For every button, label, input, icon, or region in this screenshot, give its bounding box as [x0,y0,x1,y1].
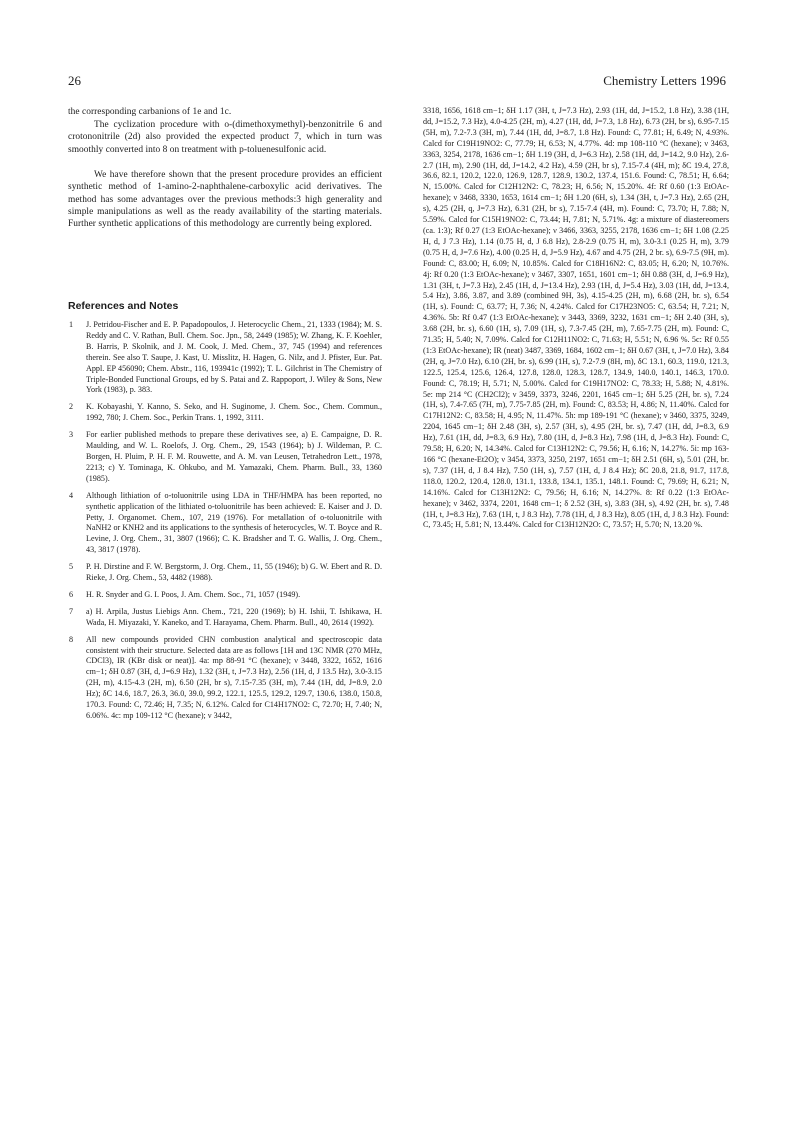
journal-title: Chemistry Letters 1996 [603,73,726,88]
reference-text: K. Kobayashi, Y. Kanno, S. Seko, and H. Suginome, J. Chem. Soc., Chem. Commun., 1992, 780; J. Chem. Soc., Perkin Trans. 1, 1992, 3111. [86,402,382,423]
references-heading: References and Notes [68,300,179,312]
reference-item [68,635,382,722]
reference-number: 4 [69,490,74,500]
reference-text: Although lithiation of o-toluonitrile using LDA in THF/HMPA has been reported, no synthetic application of the lithiated o-toluonitrile has been achieved: E. Kaiser and J. D. Petty, J. Organomet. Chem., 107, 219 (1976). For metallation of o-toluonitrile with NaNH2 or KNH2 and its applications to the synthesis of heterocycles, W. T. Boyce and R. Levine, J. Org. Chem., 31, 3807 (1966); C. K. Bradsher and T. G. Wallis, J. Org. Chem., 43, 3817 (1978). [86,490,382,555]
reference-item [68,562,382,584]
reference-text: J. Petridou-Fischer and E. P. Papadopoulos, J. Heterocyclic Chem., 21, 1333 (1984); M. S. Reddy and C. V. Rathan, Bull. Chem. Soc. Jpn., 58, 2449 (1985); W. Zhang, K. F. Koehler, B. Harris, P. Skolnik, and J. M. Cook, J. Med. Chem., 37, 745 (1994) and references therein. See also T. Saupe, J. Kast, U. Misslitz, H. Hagen, G. Nilz, and J. Pfister, Eur. Pat. Appl. EP 456090; Chem. Abstr., 116, 193941c (1992); T. L. Gilchrist in The Chemistry of Triple-Bonded Functional Groups, ed by S. Patai and Z. Rappoport, J. Wiley & Sons, New York (1983), p. 383. [86,320,382,395]
reference-text: a) H. Arpila, Justus Liebigs Ann. Chem., 721, 220 (1969); b) H. Ishii, T. Ishikawa, H. Wada, H. Miyazaki, Y. Kaneko, and T. Harayama, Chem. Pharm. Bull., 40, 2614 (1992). [86,606,382,627]
reference-item [68,430,382,485]
reference-text: H. R. Snyder and G. I. Poos, J. Am. Chem. Soc., 71, 1057 (1949). [86,589,301,599]
reference-item [68,491,382,556]
reference-item [68,402,382,424]
reference-number: 2 [69,402,74,412]
body-paragraph: We have therefore shown that the present procedure provides an efficient synthetic method of 1-amino-2-naphthalene-carboxylic acid derivatives. The method has some advantages over the previous methods:3 high generality and simple manipulations as well as the ready availability of the starting materials. Further synthetic applications of this methodology are currently being explored. [68,170,382,230]
reference-text: P. H. Dirstine and F. W. Bergstorm, J. Org. Chem., 11, 55 (1946); b) G. W. Ebert and R. D. Rieke, J. Org. Chem., 53, 4482 (1988). [86,562,382,583]
reference-number: 3 [69,430,74,440]
page-header [68,73,726,91]
page-number: 26 [68,73,81,88]
experimental-data-continued: 3318, 1656, 1618 cm−1; δH 1.17 (3H, t, J=7.3 Hz), 2.93 (1H, dd, J=15.2, 1.8 Hz), 3.38 (1H, dd, J=15.2, 7.3 Hz), 4.0-4.25 (2H, m), 4.27 (1H, dd, J=7.3, 1.8 Hz), 6.73 (2H, br s), 6.95-7.15 (5H, m), 7.2-7.3 (3H, m), 7.44 (1H, dd, J=8.7, 1.8 Hz). Found: C, 77.81; H, 6.49; N, 4.93%. Calcd for C19H19NO2: C, 77.79; H, 6.53; N, 4.77%. 4d: mp 108-110 °C (hexane); ν 3463, 3363, 3254, 2178, 1636 cm−1; δH 1.19 (3H, d, J=6.3 Hz), 2.58 (1H, dd, J=14.2, 9.0 Hz), 2.6-2.7 (1H, m), 2.90 (1H, dd, J=14.2, 4.2 Hz), 4.59 (2H, br s), 7.15-7.4 (4H, m); δC 19.4, 27.8, 36.6, 82.1, 120.2, 122.0, 126.9, 128.7, 128.9, 130.2, 137.4, 151.6. Found: C, 78.51; H, 6.64; N, 15.00%. Calcd for C12H12N2: C, 78.23; H, 6.56; N, 15.20%. 4f: Rf 0.60 (1:3 EtOAc-hexane); ν 3468, 3330, 1653, 1614 cm−1; δH 1.20 (6H, s), 1.34 (3H, t, J=7.3 Hz), 2.65 (2H, s), 4.25 (2H, q, J=7.3 Hz), 6.31 (2H, br s), 7.15-7.4 (4H, m). Found: C, 73.70; H, 7.88; N, 5.59%. Calcd for C15H19NO2: C, 73.44; H, 7.81; N, 5.71%. 4g: a mixture of diastereomers (ca. 1:3); Rf 0.27 (1:3 EtOAc-hexane); ν 3466, 3363, 3255, 2178, 1636 cm−1; δH 1.08 (2.25 H, d, J 7.3 Hz), 1.14 (0.75 H, d, J 6.8 Hz), 2.8-2.9 (0.75 H, m), 3.0-3.1 (0.25 H, m), 3.79 (0.75 H, d, J=7.6 Hz), 4.00 (0.25 H, d, J=5.9 Hz), 4.67 and 4.75 (2H, 2 br. s), 6.9-7.5 (9H, m). Found: C, 83.00; H, 6.09; N, 10.85%. Calcd for C18H16N2: C, 83.05; H, 6.20; N, 10.76%. 4j: Rf 0.20 (1:3 EtOAc-hexane); ν 3467, 3307, 1651, 1601 cm−1; δH 0.88 (3H, d, J=6.9 Hz), 1.31 (3H, t, J=7.3 Hz), 2.45 (1H, d, J=13.4 Hz), 2.93 (1H, d, J=5.4 Hz), 3.03 (1H, dd, J=13.4, 5.4 Hz), 3.86, 3.87, and 3.89 (combined 9H, 3s), 4.15-4.25 (2H, m), 6.68 (2H, br. s), 6.54 (1H, s). Found: C, 63.77; H, 7.36; N, 4.24%. Calcd for C17H23NO5: C, 63.54; H, 7.21; N, 4.36%. 5b: Rf 0.47 (1:3 EtOAc-hexane); ν 3443, 3369, 3232, 1631 cm−1; δH 2.40 (3H, s), 3.68 (2H, br. s), 6.60 (1H, s), 7.09 (1H, s), 7.3-7.45 (2H, m), 7.65-7.75 (2H, m). Found: C, 71.35; H, 5.40; N, 7.09%. Calcd for C12H11NO2: C, 71.63; H, 5.51; N, 6.96 %. 5c: Rf 0.55 (1:3 EtOAc-hexane); IR (neat) 3487, 3369, 1684, 1602 cm−1; δH 0.67 (3H, t, J=7.0 Hz), 3.84 (2H, q, J=7.0 Hz), 6.10 (2H, br. s), 6.99 (1H, s), 7.2-7.9 (8H, m), δC 13.1, 60.3, 119.0, 121.3, 122.5, 125.4, 125.6, 126.4, 127.8, 128.0, 128.3, 128.7, 134.9, 140.0, 140.1, 146.3, 170.0. Found: C, 78.19; H, 5.71; N, 5.00%. Calcd for C19H17NO2: C, 78.33; H, 5.88; N, 4.81%. 5e: mp 214 °C (CH2Cl2); ν 3459, 3373, 3246, 2201, 1645 cm−1; δH 5.25 (2H, br. s), 7.24 (1H, s), 7.4-7.65 (7H, m), 7.75-7.85 (2H, m). Found: C, 83.53; H, 4.86; N, 11.40%. Calcd for C17H12N2: C, 83.58; H, 4.95; N, 11.47%. 5h: mp 189-191 °C (hexane); ν 3460, 3375, 3249, 2204, 1645 cm−1; δH 2.48 (3H, s), 2.57 (3H, s), 4.95 (2H, br. s), 7.47 (1H, dd, J=8.3, 6.9 Hz), 7.61 (1H, dd, J=8.3, 6.9 Hz), 7.80 (1H, d, J=8.3 Hz), 7.98 (1H, d, J=8.3 Hz). Found: C, 79.58; H, 6.20; N, 14.34%. Calcd for C13H12N2: C, 79.56; H, 6.16; N, 14.27%. 5i: mp 163-166 °C (hexane-Et2O); ν 3454, 3373, 3250, 2197, 1651 cm−1; δH 2.51 (6H, s), 5.01 (2H, br. s), 7.37 (1H, d, J 8.4 Hz), 7.50 (1H, s), 7.57 (1H, d, J 8.4 Hz); δC 20.8, 21.8, 91.7, 117.8, 118.0, 120.2, 120.4, 128.0, 131.1, 133.8, 134.1, 135.1, 148.1. Found: C, 79.69; H, 6.21; N, 14.16%. Calcd for C13H12N2: C, 79.56; H, 6.16; N, 14.27%. 8: Rf 0.22 (1:3 EtOAc-hexane); ν 3462, 3374, 2201, 1648 cm−1; δ 2.52 (3H, s), 3.83 (3H, s), 4.92 (2H, br. s), 7.48 (1H, t, J=8.3 Hz), 7.63 (1H, t, J 8.3 Hz), 7.78 (1H, d, J 8.3 Hz), 8.05 (1H, d, J 8.3 Hz). Found: C, 73.45; H, 5.81; N, 13.44%. Calcd for C13H12N2O: C, 73.57; H, 5.70; N, 13.20 %. [423,106,729,530]
reference-number: 7 [69,606,74,616]
reference-number: 1 [69,320,74,329]
reference-text: All new compounds provided CHN combustion analytical and spectroscopic data consistent with their structure. Selected data are as follows [1H and 13C NMR (270 MHz, CDCl3), IR (KBr disk or neat)]. 4a: mp 88-91 °C (hexane); ν 3448, 3322, 1652, 1616 cm−1; δH 0.87 (3H, d, J=6.9 Hz), 1.32 (3H, t, J=7.3 Hz), 2.56 (1H, d, J 13.5 Hz), 3.0-3.15 (2H, m), 4.15-4.3 (2H, m), 6.50 (2H, br s), 7.15-7.35 (3H, m), 7.44 (1H, dd, J=8.9, 2.0 Hz); δC 14.6, 18.7, 26.3, 36.0, 39.0, 99.2, 122.1, 125.5, 129.2, 129.7, 130.6, 138.0, 150.8, 170.3. Found: C, 72.46; H, 7.35; N, 6.12%. Calcd for C14H17NO2: C, 72.70; H, 7.40; N, 6.06%. 4c: mp 109-112 °C (hexane); ν 3442, [86,634,382,720]
reference-list [68,320,382,728]
reference-number: 6 [69,589,74,599]
reference-number: 5 [69,562,74,572]
reference-item [68,590,382,601]
body-paragraph: the corresponding carbanions of 1e and 1c. [68,107,232,117]
reference-number: 8 [69,634,74,644]
body-paragraph: The cyclization procedure with o-(dimethoxymethyl)-benzonitrile 6 and crotononitrile (2d) also provided the expected product 7, which in turn was smoothly converted into 8 on treatment with p-toluenesulfonic acid. [68,120,382,155]
reference-item [68,607,382,629]
reference-text: For earlier published methods to prepare these derivatives see, a) E. Campaigne, D. R. Maulding, and W. L. Roelofs, J. Org. Chem., 29, 1543 (1964); b) J. Wildeman, P. C. Borgen, H. Pluim, P. H. F. M. Rouwette, and A. M. van Leusen, Tetrahedron Lett., 1978, 2213; c) Y. Tominaga, K. Ohkubo, and M. Yamazaki, Chem. Pharm. Bull., 33, 1360 (1985). [86,430,382,483]
right-column [423,106,729,531]
reference-item [68,320,382,396]
